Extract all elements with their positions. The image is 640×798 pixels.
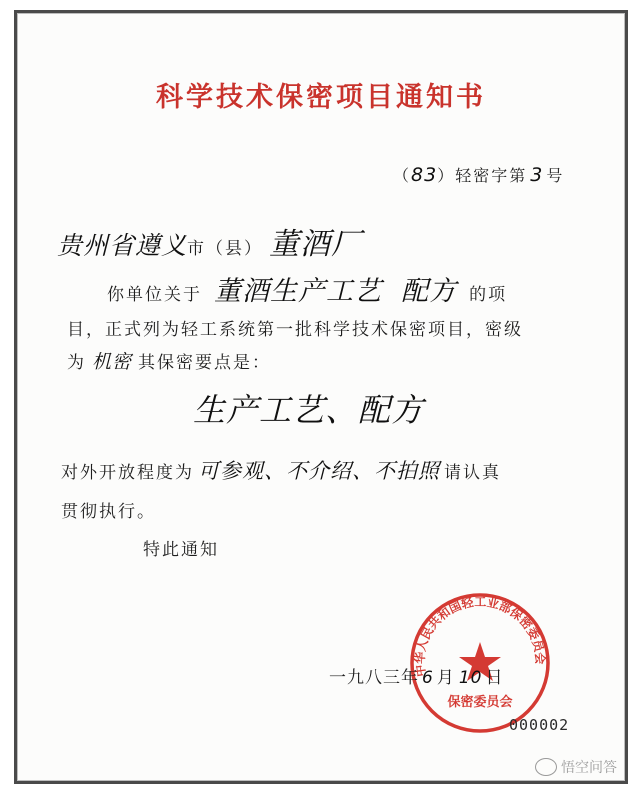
watermark-text: 悟空问答 bbox=[561, 760, 617, 776]
recipient-city-suffix: 市（县） bbox=[187, 239, 264, 259]
date-day: 10 bbox=[458, 668, 483, 688]
openness-level: 可参观、不介绍、不拍照 bbox=[198, 459, 440, 483]
key-points: 生产工艺、配方 bbox=[193, 391, 425, 429]
body-line-3: 为 机密 其保密要点是： bbox=[67, 351, 272, 373]
recipient-factory: 董酒厂 bbox=[269, 227, 363, 262]
body-line-6: 贯彻执行。 bbox=[61, 502, 156, 522]
project-name: 董酒生产工艺 配方 bbox=[214, 276, 458, 307]
closing-text: 特此通知 bbox=[143, 540, 219, 560]
doc-number: 3 bbox=[530, 164, 544, 186]
body-line-5: 对外开放程度为 可参观、不介绍、不拍照 请认真 bbox=[61, 459, 501, 483]
issue-date: 一九八三年 6 月 10 日 bbox=[329, 668, 505, 688]
recipient-province: 贵州省 bbox=[57, 231, 136, 260]
watermark bbox=[535, 757, 617, 777]
date-month: 6 bbox=[422, 668, 434, 688]
doc-year: 83 bbox=[411, 164, 438, 186]
seal-bottom-text: 保密委员会 bbox=[447, 695, 513, 710]
document-page bbox=[14, 10, 628, 784]
document-title: 科学技术保密项目通知书 bbox=[156, 82, 486, 113]
document-number: （83）轻密字第 3 号 bbox=[393, 164, 565, 186]
recipient-line bbox=[57, 219, 362, 263]
logo-icon bbox=[535, 758, 557, 776]
body-line-2: 目，正式列为轻工系统第一批科学技术保密项目，密级 bbox=[67, 320, 523, 340]
classification: 机密 bbox=[92, 351, 133, 373]
serial-number: 000002 bbox=[509, 716, 570, 734]
body-line-1: 你单位关于 董酒生产工艺 配方 的项 bbox=[107, 276, 508, 307]
recipient-city: 遵义 bbox=[135, 231, 188, 260]
seal-ring-text: 中华人民共和国轻工业部保密委员会 bbox=[412, 594, 548, 678]
